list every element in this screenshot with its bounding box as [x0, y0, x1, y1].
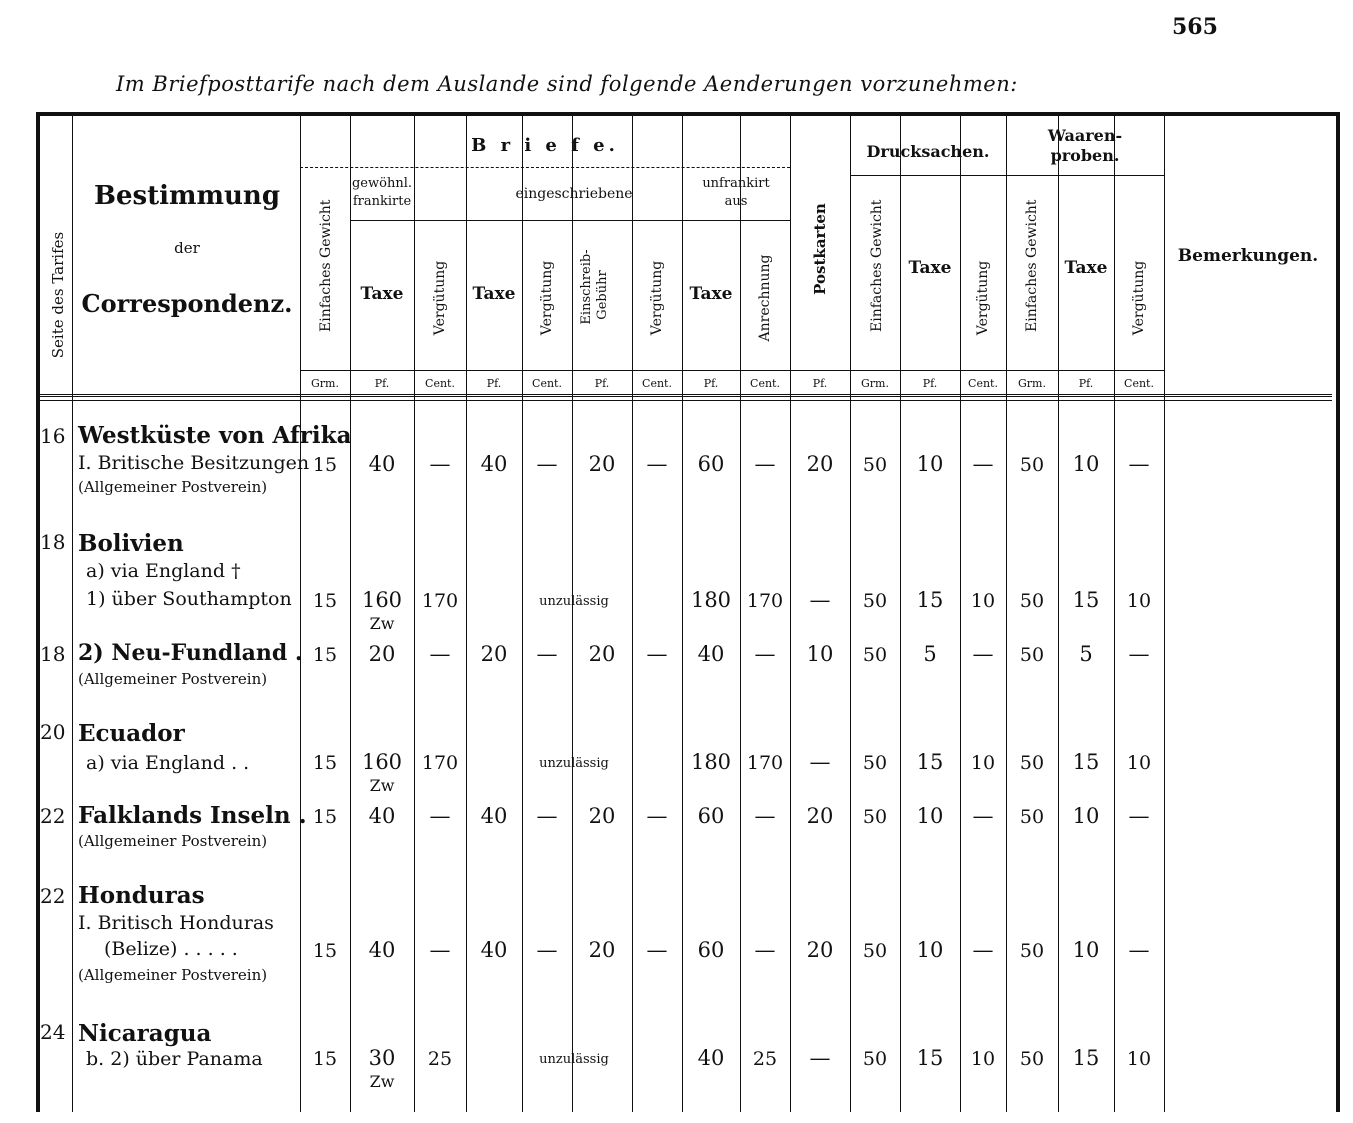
row-line: (Allgemeiner Postverein) — [78, 670, 268, 688]
row-line: I. Britische Besitzungen — [78, 452, 310, 474]
col-line — [300, 116, 301, 1112]
header-proben: proben. — [1050, 146, 1120, 165]
row-cell: — — [1128, 452, 1150, 476]
row-cell: 20 — [588, 642, 616, 666]
row-cell: — — [429, 642, 451, 666]
header-taxe: Taxe — [689, 284, 733, 304]
row-title: Bolivien — [78, 530, 184, 557]
col-line — [682, 116, 683, 1112]
col-line — [1114, 116, 1115, 1112]
row-line: a) via England . . — [86, 752, 250, 774]
row-cell: 15 — [1072, 588, 1100, 612]
row-cell: 50 — [1019, 1048, 1045, 1070]
header-unfrankirt: unfrankirt — [702, 176, 770, 191]
row-cell: 170 — [746, 752, 784, 774]
row-cell: 15 — [312, 752, 338, 774]
row-cell: 15 — [916, 1046, 944, 1070]
header-taxe: Taxe — [472, 284, 516, 304]
row-cell: 20 — [368, 642, 396, 666]
row-line: a) via England † — [86, 560, 241, 582]
header-gewoehnl: gewöhnl. — [351, 176, 412, 191]
unit-pf: Pf. — [486, 377, 502, 390]
row-cell: — — [754, 452, 776, 476]
row-cell: 15 — [916, 750, 944, 774]
row-cell: 180 — [690, 588, 732, 612]
row-cell: 160 — [361, 588, 403, 612]
header-briefe: B r i e f e. — [471, 135, 619, 156]
row-cell: 50 — [862, 806, 888, 828]
row-page: 24 — [40, 1020, 66, 1044]
row-cell: 160 — [361, 750, 403, 774]
header-einfaches-gewicht: Einfaches Gewicht — [869, 199, 885, 332]
header-correspondenz: Correspondenz. — [81, 289, 293, 318]
row-cell: 10 — [916, 938, 944, 962]
header-postkarten: Postkarten — [811, 203, 829, 295]
subgroup-underline — [350, 220, 790, 221]
row-cell: — — [536, 452, 558, 476]
row-page: 16 — [40, 424, 66, 448]
row-cell: — — [1128, 642, 1150, 666]
row-line: 1) über Southampton — [86, 588, 292, 610]
col-line — [414, 116, 415, 1112]
row-cell: 15 — [312, 454, 338, 476]
row-cell: 10 — [1126, 590, 1152, 612]
header-seite: Seite des Tarifes — [49, 231, 67, 359]
row-unzulaessig: unzulässig — [539, 594, 609, 609]
unit-cent: Cent. — [642, 377, 672, 390]
row-cell: — — [1128, 804, 1150, 828]
header-verguetung: Vergütung — [432, 260, 448, 336]
row-cell: 50 — [862, 644, 888, 666]
row-cell: 60 — [697, 452, 725, 476]
col-line — [522, 116, 523, 1112]
unit-grm: Grm. — [311, 377, 339, 390]
col-line — [1164, 116, 1165, 1112]
unit-cent: Cent. — [532, 377, 562, 390]
row-cell: 40 — [480, 938, 508, 962]
row-zw: Zw — [369, 1072, 395, 1091]
row-cell: 10 — [806, 642, 834, 666]
header-verguetung: Vergütung — [649, 260, 665, 336]
row-cell: — — [972, 642, 994, 666]
row-cell: 40 — [368, 938, 396, 962]
row-cell: 10 — [1126, 1048, 1152, 1070]
unit-pf: Pf. — [374, 377, 390, 390]
row-line: I. Britisch Honduras — [78, 912, 274, 934]
row-cell: 15 — [1072, 1046, 1100, 1070]
row-cell: — — [809, 1046, 831, 1070]
row-title: Westküste von Afrika — [78, 422, 352, 449]
row-cell: 10 — [970, 1048, 996, 1070]
intro-text: Im Briefposttarife nach dem Auslande sind folgende Aenderungen vorzunehmen: — [116, 72, 1018, 96]
row-cell: 60 — [697, 804, 725, 828]
row-cell: 20 — [806, 938, 834, 962]
row-cell: — — [536, 804, 558, 828]
row-cell: 40 — [368, 452, 396, 476]
header-taxe: Taxe — [1064, 258, 1108, 278]
header-gebuehr: Gebühr — [595, 270, 610, 320]
header-waaren: Waaren- — [1047, 126, 1123, 145]
unit-cent: Cent. — [750, 377, 780, 390]
row-line: b. 2) über Panama — [86, 1048, 263, 1070]
row-cell: — — [972, 804, 994, 828]
row-cell: 25 — [752, 1048, 778, 1070]
row-line: (Allgemeiner Postverein) — [78, 966, 268, 984]
row-page: 18 — [40, 530, 66, 554]
row-cell: 5 — [1079, 642, 1093, 666]
header-bottom-rule — [36, 394, 1332, 401]
row-cell: — — [754, 804, 776, 828]
unit-pf: Pf. — [703, 377, 719, 390]
row-cell: 50 — [862, 590, 888, 612]
row-cell: 15 — [1072, 750, 1100, 774]
row-page: 18 — [40, 642, 66, 666]
unit-row-top — [300, 370, 1164, 371]
unit-pf: Pf. — [1078, 377, 1094, 390]
row-cell: — — [429, 804, 451, 828]
row-cell: — — [536, 938, 558, 962]
waaren-underline — [1006, 175, 1164, 176]
drucksachen-underline — [850, 175, 1006, 176]
row-cell: 10 — [1072, 938, 1100, 962]
unit-pf: Pf. — [812, 377, 828, 390]
row-cell: 15 — [312, 940, 338, 962]
row-cell: — — [972, 938, 994, 962]
row-cell: 170 — [421, 590, 459, 612]
col-line — [740, 116, 741, 1112]
header-anrechnung: Anrechnung — [757, 254, 773, 342]
row-cell: 15 — [312, 644, 338, 666]
row-cell: 15 — [312, 590, 338, 612]
header-taxe: Taxe — [908, 258, 952, 278]
row-cell: 50 — [1019, 644, 1045, 666]
row-line: (Allgemeiner Postverein) — [78, 478, 268, 496]
header-bemerkungen: Bemerkungen. — [1177, 246, 1319, 266]
row-cell: 40 — [480, 804, 508, 828]
row-cell: — — [429, 938, 451, 962]
row-cell: 20 — [806, 804, 834, 828]
row-title: Falklands Inseln . — [78, 802, 307, 829]
row-cell: — — [646, 938, 668, 962]
row-cell: — — [536, 642, 558, 666]
unit-cent: Cent. — [425, 377, 455, 390]
col-line — [466, 116, 467, 1112]
unit-cent: Cent. — [968, 377, 998, 390]
header-einfaches-gewicht: Einfaches Gewicht — [1024, 199, 1040, 332]
unit-cent: Cent. — [1124, 377, 1154, 390]
row-cell: 50 — [1019, 590, 1045, 612]
row-cell: 50 — [862, 940, 888, 962]
header-aus: aus — [724, 194, 748, 209]
row-cell: 5 — [923, 642, 937, 666]
row-cell: 50 — [1019, 940, 1045, 962]
page-number: 565 — [1172, 14, 1218, 40]
unit-grm: Grm. — [861, 377, 889, 390]
row-cell: 20 — [480, 642, 508, 666]
row-cell: 15 — [916, 588, 944, 612]
header-taxe: Taxe — [360, 284, 404, 304]
header-verguetung: Vergütung — [975, 260, 991, 336]
row-line: (Allgemeiner Postverein) — [78, 832, 268, 850]
header-verguetung: Vergütung — [1131, 260, 1147, 336]
row-cell: 50 — [1019, 752, 1045, 774]
col-line — [850, 116, 851, 1112]
row-cell: 10 — [1072, 452, 1100, 476]
row-cell: — — [972, 452, 994, 476]
row-cell: 10 — [916, 804, 944, 828]
row-cell: — — [754, 938, 776, 962]
row-cell: 10 — [970, 752, 996, 774]
row-title: 2) Neu-Fundland . — [78, 640, 303, 666]
row-line: (Belize) . . . . . — [104, 938, 238, 960]
row-cell: 15 — [312, 806, 338, 828]
row-cell: 10 — [916, 452, 944, 476]
briefe-underline — [300, 167, 790, 168]
row-cell: 30 — [368, 1046, 396, 1070]
row-cell: 170 — [746, 590, 784, 612]
row-cell: — — [809, 750, 831, 774]
row-cell: 60 — [697, 938, 725, 962]
row-cell: 20 — [588, 804, 616, 828]
row-cell: 50 — [862, 454, 888, 476]
table-top-rule — [36, 112, 1336, 116]
header-bestimmung: Bestimmung — [93, 181, 281, 211]
row-cell: 180 — [690, 750, 732, 774]
row-cell: 20 — [588, 938, 616, 962]
row-cell: — — [646, 452, 668, 476]
col-line — [1006, 116, 1007, 1112]
header-einfaches-gewicht: Einfaches Gewicht — [318, 199, 334, 332]
row-page: 22 — [40, 884, 66, 908]
row-cell: 40 — [697, 1046, 725, 1070]
row-cell: — — [754, 642, 776, 666]
row-cell: 50 — [862, 1048, 888, 1070]
header-frankirte: frankirte — [352, 194, 412, 209]
row-unzulaessig: unzulässig — [539, 756, 609, 771]
row-cell: 50 — [1019, 806, 1045, 828]
col-line — [632, 116, 633, 1112]
row-title: Nicaragua — [78, 1020, 212, 1047]
row-cell: 170 — [421, 752, 459, 774]
row-page: 20 — [40, 720, 66, 744]
row-zw: Zw — [369, 614, 395, 633]
header-verguetung: Vergütung — [539, 260, 555, 336]
unit-pf: Pf. — [922, 377, 938, 390]
row-cell: 50 — [862, 752, 888, 774]
row-title: Honduras — [78, 882, 205, 909]
unit-pf: Pf. — [594, 377, 610, 390]
row-page: 22 — [40, 804, 66, 828]
row-cell: 25 — [427, 1048, 453, 1070]
row-cell: — — [1128, 938, 1150, 962]
row-cell: — — [429, 452, 451, 476]
row-cell: 40 — [368, 804, 396, 828]
header-einschreib: Einschreib- — [579, 249, 594, 325]
row-cell: 20 — [806, 452, 834, 476]
row-cell: 40 — [697, 642, 725, 666]
header-eingeschriebene: eingeschriebene — [515, 186, 633, 202]
row-cell: 10 — [1072, 804, 1100, 828]
row-zw: Zw — [369, 776, 395, 795]
row-cell: — — [646, 804, 668, 828]
row-cell: 15 — [312, 1048, 338, 1070]
header-drucksachen: Drucksachen. — [866, 142, 990, 161]
header-der: der — [174, 239, 200, 257]
row-cell: — — [646, 642, 668, 666]
row-unzulaessig: unzulässig — [539, 1052, 609, 1067]
col-line — [790, 116, 791, 1112]
row-cell: 50 — [1019, 454, 1045, 476]
row-cell: 20 — [588, 452, 616, 476]
row-cell: 10 — [1126, 752, 1152, 774]
col-line — [72, 116, 73, 1112]
unit-grm: Grm. — [1018, 377, 1046, 390]
row-cell: 40 — [480, 452, 508, 476]
row-cell: 10 — [970, 590, 996, 612]
col-line — [960, 116, 961, 1112]
col-line — [572, 116, 573, 1112]
row-cell: — — [809, 588, 831, 612]
row-title: Ecuador — [78, 720, 185, 747]
